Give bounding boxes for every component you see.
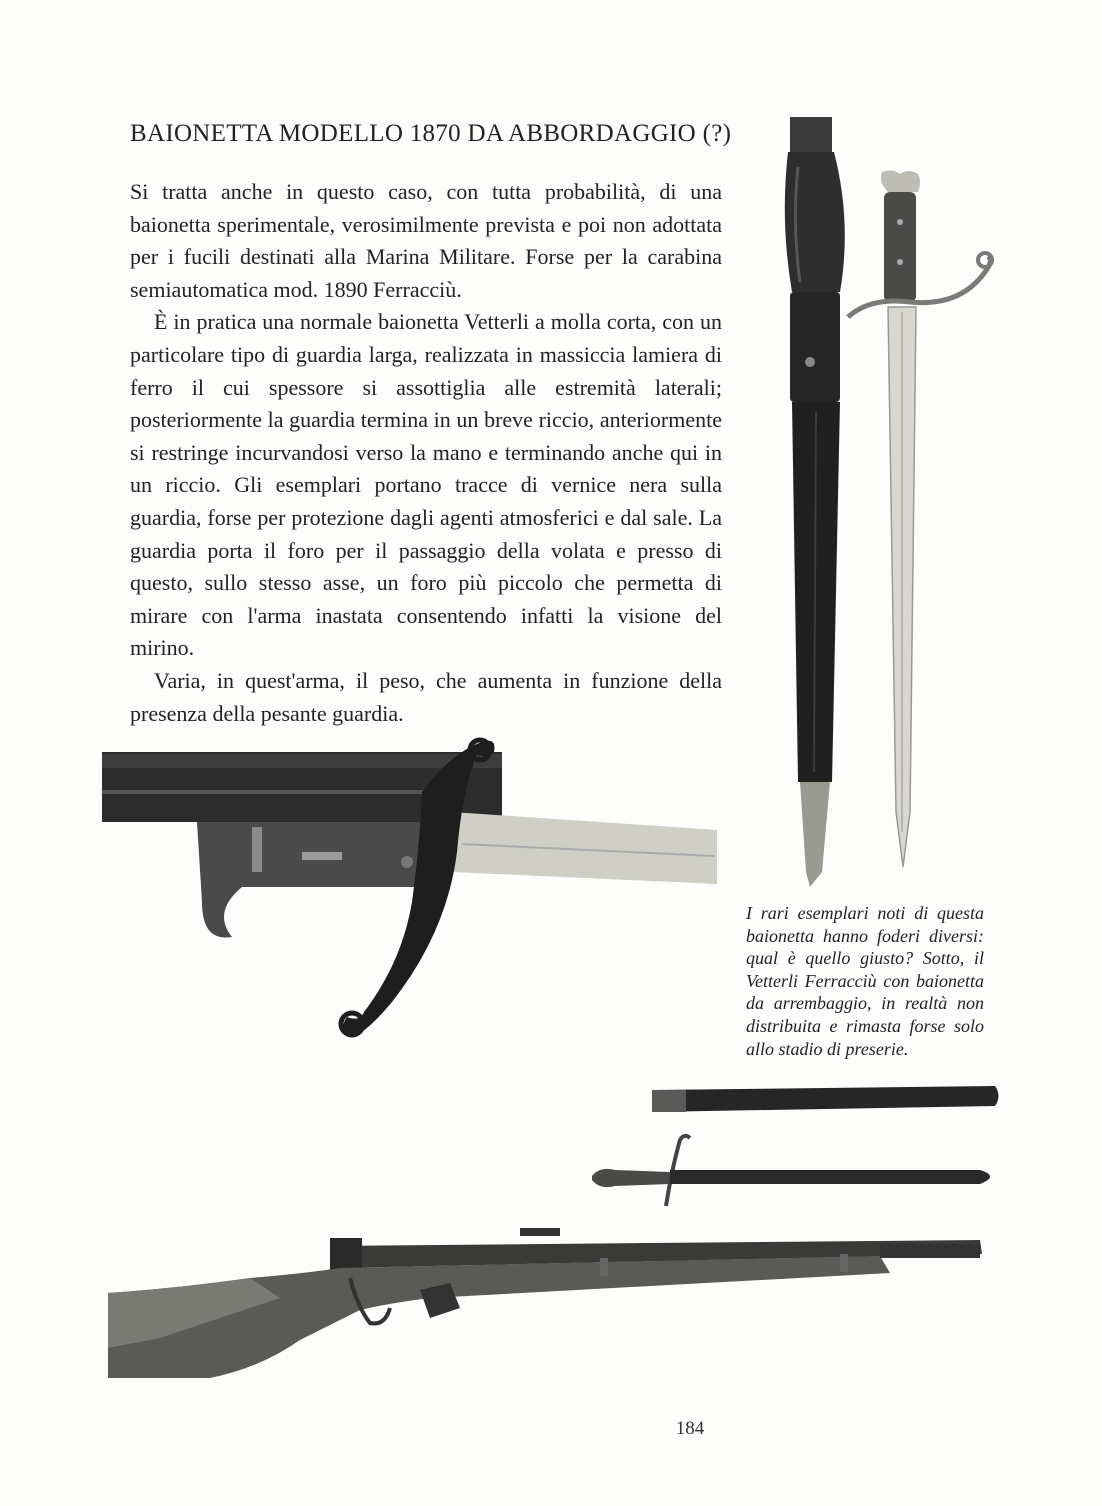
barrel-closeup-illustration [102,752,717,938]
horizontal-scabbard-illustration [652,1086,999,1112]
paragraph-2: È in pratica una normale baionetta Vetterli a molla corta, con un particolare tipo di guardia larga, realizzata in massiccia lamiera di ferro il cui spessore si assottiglia alle estremità laterali; posteriormente la guardia termina in un breve riccio, anteriormente si restringe incurvandosi verso la mano e terminando anche qui in un riccio. Gli esemplari portano tracce di vernice nera sulla guardia, forse per protezione dagli agenti atmosferici e dal sale. La guardia porta il foro per il passaggio della volata e presso di questo, sullo stesso asse, un foro più piccolo che permetta di mirare con l'arma inastata consentendo infatti la visione del mirino. [130,309,722,661]
page-number: 184 [675,1418,705,1439]
photo-caption: I rari esemplari noti di questa baionetta hanno foderi diversi: qual è quello giusto? Sotto, il Vetterli Ferracciù con baionetta da arrembaggio, in realtà non distribuita e rimasta forse solo allo stadio di preserie. [746,903,984,1059]
photo-rifle-with-bayonet [100,1078,1000,1388]
paragraph-3: Varia, in quest'arma, il peso, che aumenta in funzione della presenza della pesante guardia. [130,667,722,726]
photo-guard-closeup [102,732,722,1062]
article-body [130,176,722,730]
paragraph-1: Si tratta anche in questo caso, con tutta probabilità, di una baionetta sperimentale, verosimilmente prevista e poi non adottata per i fucili destinati alla Marina Militare. Forse per la carabina semiautomatica mod. 1890 Ferracciù. [130,179,722,302]
rifle-illustration [108,1228,982,1378]
photo-bayonet-and-scabbard [770,112,1020,892]
scabbard-illustration [785,117,845,887]
horizontal-bayonet-illustration [592,1136,990,1206]
bayonet-illustration [848,170,992,867]
page-heading: BAIONETTA MODELLO 1870 DA ABBORDAGGIO (?) [130,120,732,147]
